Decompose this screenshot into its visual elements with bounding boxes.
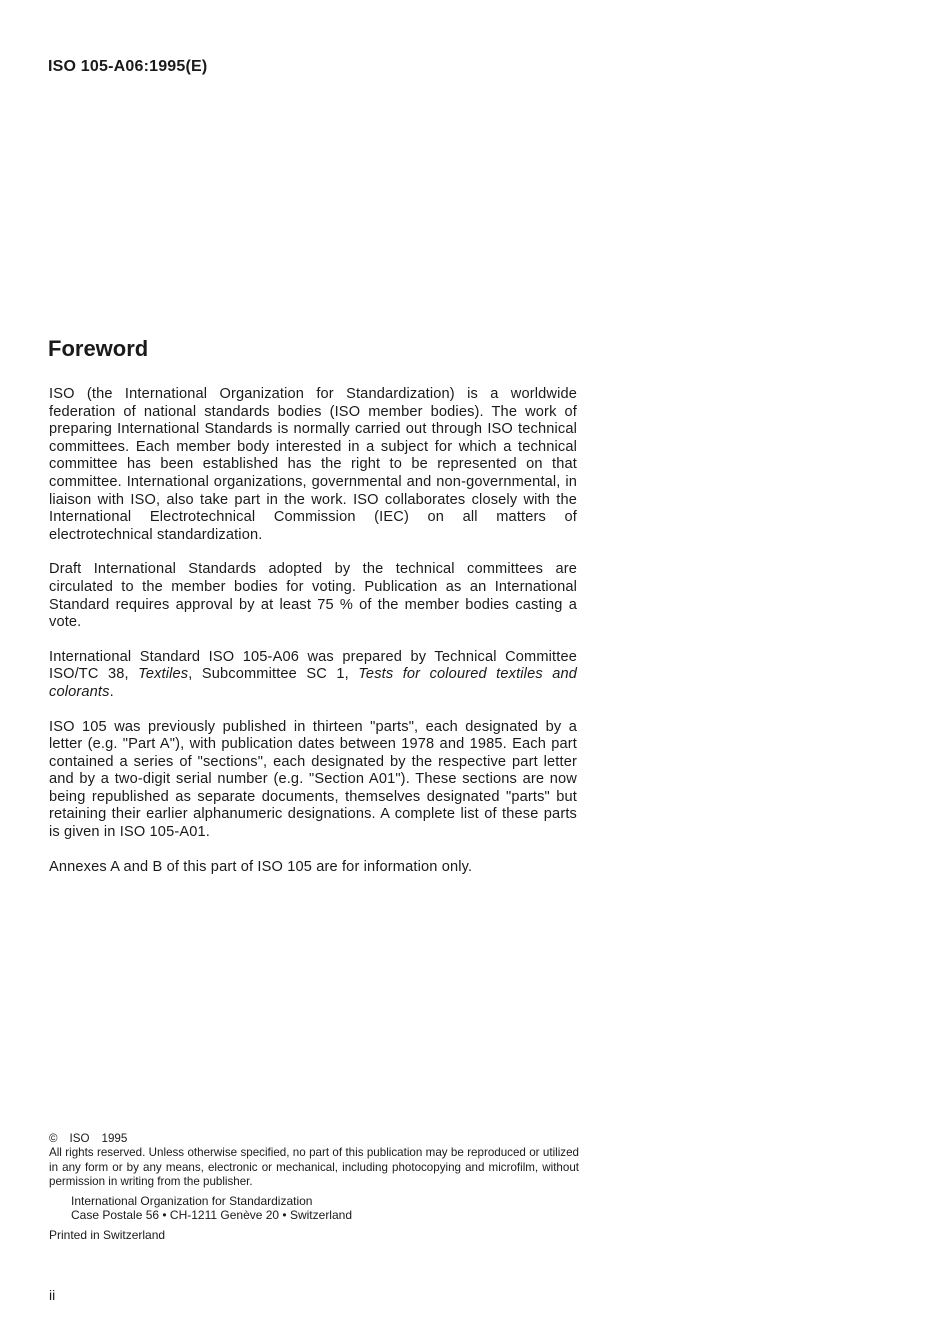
printed-in: Printed in Switzerland: [49, 1227, 166, 1242]
foreword-paragraph-1: ISO (the International Organization for Standardization) is a worldwide federation of national standards bodies (ISO member bodies). The work of preparing International Standards is normally carried out through ISO technical committees. Each member body interested in a subject for which a technical committee has been established has the right to be represented on that committee. International organizations, governmental and non-governmental, in liaison with ISO, also take part in the work. ISO collaborates closely with the International Electrotechnical Commission (IEC) on all matters of electrotechnical standardization.: [49, 386, 577, 543]
copyright-year: 1995: [101, 1132, 128, 1145]
foreword-paragraph-3: [49, 649, 577, 702]
foreword-body: [49, 386, 577, 893]
foreword-heading: Foreword: [48, 336, 149, 361]
foreword-paragraph-5: Annexes A and B of this part of ISO 105 are for information only.: [49, 858, 473, 875]
publisher-address: [71, 1194, 579, 1223]
copyright-symbol: ©: [49, 1132, 58, 1145]
copyright-line: [49, 1132, 579, 1146]
committee-title: Textiles: [138, 666, 189, 683]
foreword-paragraph-4: ISO 105 was previously published in thirteen "parts", each designated by a letter (e.g. "Part A"), with publication dates between 1978 and 1985. Each part contained a series of "sections", each designated by the respective part letter and by a two-digit serial number (e.g. "Section A01"). These sections are now being republished as separate documents, themselves designated "parts" but retaining their earlier alphanumeric designations. A complete list of these parts is given in ISO 105-A01.: [49, 718, 577, 841]
publisher-postal-address: Case Postale 56 • CH-1211 Genève 20 • Switzerland: [71, 1208, 352, 1223]
paragraph-3-text-a: International Standard ISO 105-A06 was prepared by Technical Committee ISO/TC 38,: [49, 648, 577, 683]
paragraph-3-text-b: , Subcommittee SC 1,: [188, 666, 359, 683]
rights-statement: All rights reserved. Unless otherwise specified, no part of this publication may be reproduced or utilized in any form or by any means, electronic or mechanical, including photocopying and microfilm, without permission in writing from the publisher.: [49, 1146, 579, 1189]
copyright-owner: ISO: [69, 1132, 90, 1145]
document-id: ISO 105-A06:1995(E): [48, 58, 208, 75]
page-number: ii: [49, 1287, 56, 1303]
publisher-name: International Organization for Standardization: [71, 1193, 313, 1208]
paragraph-3-text-c: .: [109, 683, 114, 700]
copyright-notice: [49, 1132, 579, 1242]
subcommittee-title: Tests for coloured textiles and colorants: [49, 666, 577, 700]
foreword-paragraph-2: Draft International Standards adopted by the technical committees are circulated to the member bodies for voting. Publication as an International Standard requires approval by at least 75 % of the member bodies casting a vote.: [49, 561, 577, 631]
